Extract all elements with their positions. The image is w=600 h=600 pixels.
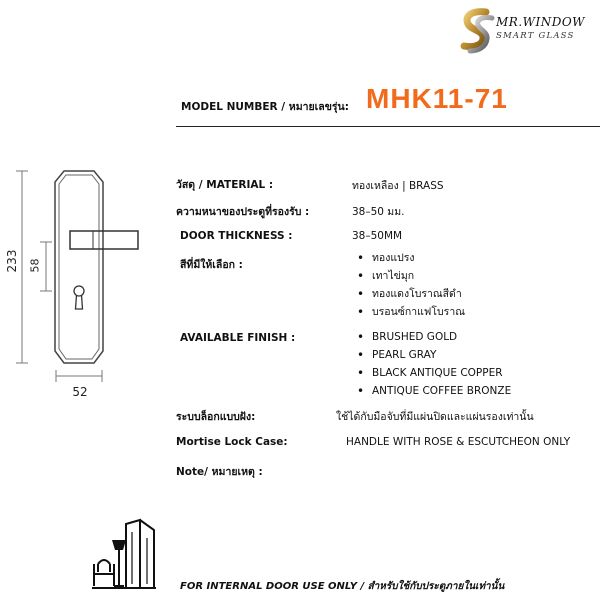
finish-en-label: AVAILABLE FINISH : [180,332,296,344]
door-thickness-th-label: ความหนาของประตูที่รองรับ : [176,206,310,218]
dimension-height-total-label: 233 [5,249,19,273]
brand-logo-mark-icon [456,6,496,56]
list-item: • BLACK ANTIQUE COPPER [356,364,511,382]
door-thickness-en-value: 38–50MM [352,230,403,242]
list-item: • ทองแปรง [356,249,465,267]
dimension-height-keyhole [40,242,52,291]
finish-en-list [356,328,511,400]
lock-case-en-label: Mortise Lock Case: [176,436,288,448]
keyhole-icon [74,286,84,309]
finish-th-list [356,249,465,321]
escutcheon-plate [55,171,103,363]
list-item: • ทองแดงโบราณสีดำ [356,285,465,303]
model-number-value: MHK11-71 [366,83,508,114]
dimension-height-keyhole-label: 58 [28,258,42,273]
material-label: วัสดุ / MATERIAL : [176,179,274,191]
lock-case-th-value: ใช้ได้กับมือจับที่มีแผ่นปิดและแผ่นรองเท่านั้น [336,411,534,423]
escutcheon-plate-inner [59,175,99,359]
brand-name: MR.WINDOW [496,15,586,29]
handle-technical-drawing [0,160,140,405]
brand-tagline: SMART GLASS [496,31,575,41]
interior-room-icon [92,518,162,590]
footer-note: FOR INTERNAL DOOR USE ONLY / สำหรับใช้กับประตูภายในเท่านั้น [180,581,505,592]
brand-logo [456,6,596,56]
model-number-label: MODEL NUMBER / หมายเลขรุ่น: [181,101,349,113]
list-item: • ANTIQUE COFFEE BRONZE [356,382,511,400]
list-item: • เทาไข่มุก [356,267,465,285]
lock-case-th-label: ระบบล็อกแบบฝัง: [176,411,256,423]
door-thickness-en-label: DOOR THICKNESS : [180,230,293,242]
list-item: • BRUSHED GOLD [356,328,511,346]
material-value: ทองเหลือง | BRASS [352,180,444,192]
note-label: Note/ หมายเหตุ : [176,466,263,478]
list-item: • บรอนซ์กาแฟโบราณ [356,303,465,321]
lock-case-en-value: HANDLE WITH ROSE & ESCUTCHEON ONLY [346,436,571,448]
finish-th-label: สีที่มีให้เลือก : [180,259,243,271]
dimension-width [56,370,102,382]
header-divider [176,126,600,127]
list-item: • PEARL GRAY [356,346,511,364]
lever-handle [70,231,138,249]
door-thickness-th-value: 38–50 มม. [352,206,405,218]
dimension-width-label: 52 [72,385,88,399]
